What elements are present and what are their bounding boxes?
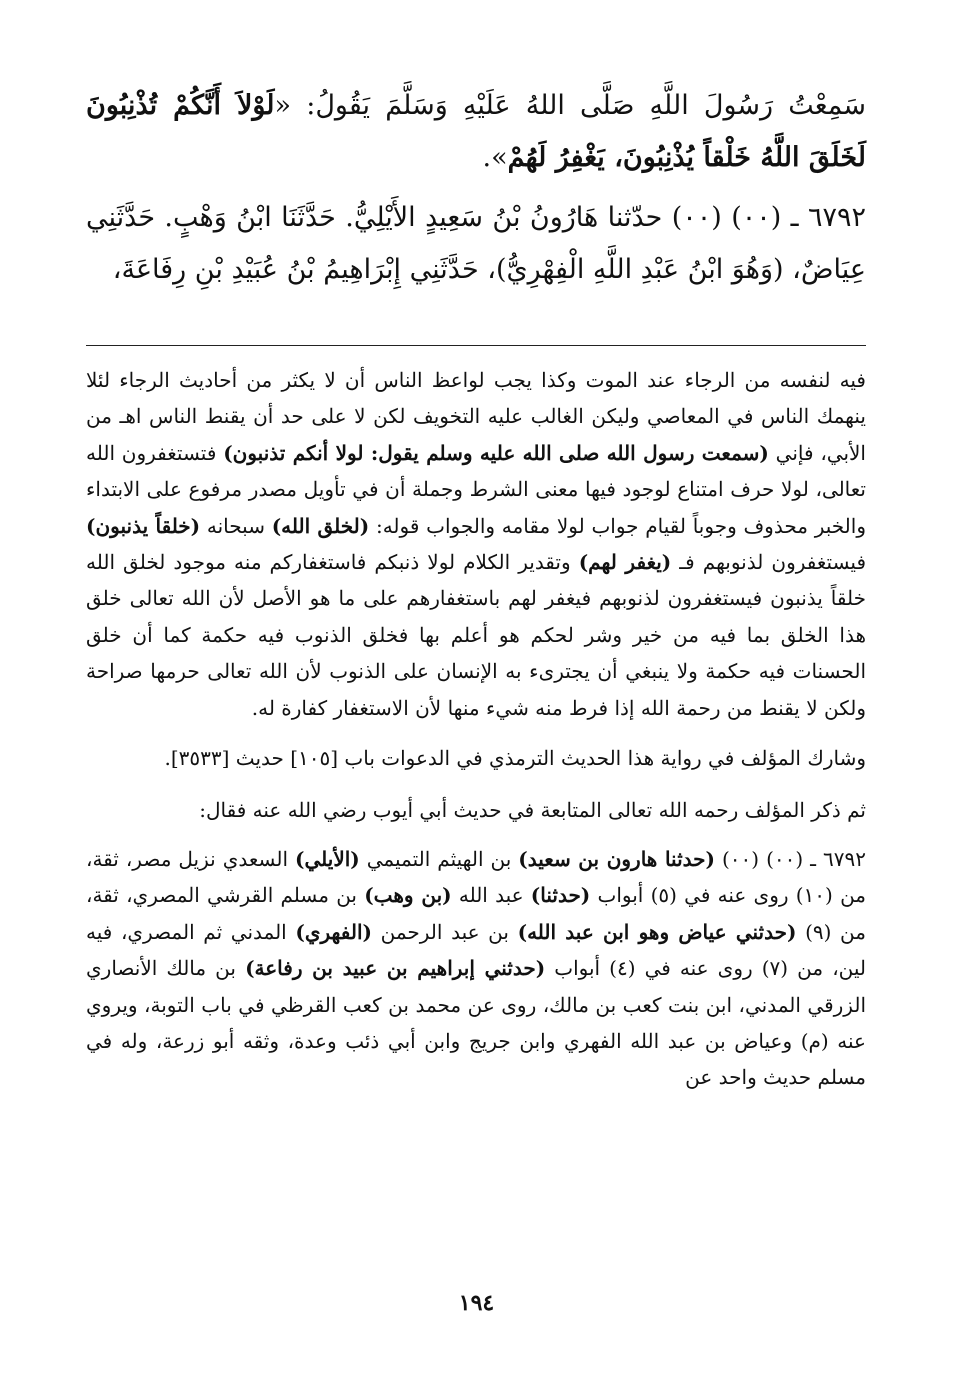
text-run: المدني ثم المصري، فيه لين، من (٧) روى عنه في (٤) أبواب: [86, 919, 866, 981]
quoted-hadith: (لخلق الله): [271, 513, 370, 538]
text-run: السعدي نزيل مصر، ثقة، من (١٠) روى عنه في (٥) أبواب: [86, 846, 866, 908]
commentary-paragraph: ثم ذكر المؤلف رحمه الله تعالى المتابعة في حديث أبي أيوب رضي الله عنه فقال:: [199, 798, 866, 823]
commentary-paragraph: [86, 841, 866, 1096]
narrator-name: (حدثني عياض وهو ابن عبد الله): [517, 919, 797, 944]
narrator-name: (الفهري): [295, 919, 372, 944]
text-run: عبد الله: [451, 883, 531, 908]
hadith-isnad: ٦٧٩٢ ـ (٠٠) (٠٠) حدّثنا هَارُونُ بْنُ سَعِيدٍ الأَيْلِيُّ. حَدَّثَنَا ابْنُ وَهْبٍ. حَدَّثَنِي عِيَاضٌ، (وَهُوَ ابْنُ عَبْدِ اللَّهِ الْفِهْرِيُّ)، حَدَّثَنِي إِبْرَاهِيمُ بْنُ عُبَيْدِ بْنِ رِفَاعَةَ،: [86, 202, 866, 285]
hadith-intro: سَمِعْتُ رَسُولَ اللَّهِ صَلَّى اللهُ عَلَيْهِ وَسَلَّمَ يَقُولُ: «: [274, 90, 867, 121]
text-run: سبحانه: [200, 513, 272, 538]
page-number: ١٩٤: [458, 1290, 495, 1316]
narrator-name: (حدثني إبراهيم بن عبيد بن رفاعة): [245, 956, 546, 981]
text-run: ٦٧٩٢ ـ (٠٠) (٠٠): [714, 846, 866, 871]
narrator-name: (بن وهب): [364, 883, 452, 908]
narrator-name: (حدثنا هارون بن سعيد): [518, 846, 715, 871]
commentary: [86, 362, 866, 1096]
quoted-hadith: (سمعت رسول الله صلى الله عليه وسلم يقول: لولا أنكم تذنبون): [223, 440, 769, 465]
commentary-paragraph: [86, 362, 866, 726]
text-run: بن الهيثم التميمي: [359, 846, 519, 871]
quoted-hadith: (خلقاً يذنبون): [86, 513, 201, 538]
narrator-name: (حدثنا): [530, 883, 591, 908]
quoted-hadith: (يغفر لهم): [578, 550, 672, 575]
hadith-quote-close: ».: [482, 142, 508, 173]
text-run: فتستغفرون الله تعالى، لولا حرف امتناع لوجود فيها معنى الشرط وجملة أن في تأويل مصدر مرفوع على الابتداء والخبر محذوف وجوباً لقيام جواب لولا مقامه والجواب قوله:: [86, 440, 866, 538]
hadith-line: [86, 80, 866, 184]
text-run: بن مسلم القرشي المصري، ثقة، من (٩): [86, 883, 866, 944]
hadith-quote: لَوْلاَ أَنَّكُمْ تُذْنِبُونَ لَخَلَقَ اللَّهُ خَلْقاً يُذْنِبُونَ، يَغْفِرُ لَهُمْ: [86, 90, 866, 173]
text-run: بن عبد الرحمن: [371, 919, 518, 944]
footnote-separator: [86, 345, 866, 346]
hadith-matn: [86, 80, 866, 296]
commentary-paragraph: وشارك المؤلف في رواية هذا الحديث الترمذي في الدعوات باب [١٠٥] حديث [٣٥٣٣].: [164, 746, 866, 771]
text-run: وتقدير الكلام لولا ذنبكم فاستغفاركم منه موجود لخلق الله خلقاً يذنبون فيستغفرون لذنوبهم فيغفر لهم باستغفارهم على ما هو الأصل لأن الله تعالى خلق هذا الخلق بما فيه من خير وشر لحكم هو أعلم بها فخلق الذنوب فيه حكمة كما أن خلق الحسنات فيه حكمة ولا ينبغي أن يجترىء به الإنسان على الذنوب لأن الله تعالى حرمها صراحة ولكن لا يقنط من رحمة الله إذا فرط منه شيء منها لأن الاستغفار كفارة له.: [86, 550, 866, 720]
text-run: فيه لنفسه من الرجاء عند الموت وكذا يجب لواعظ الناس أن لا يكثر من أحاديث الرجاء لئلا ينهمك الناس في المعاصي وليكن الغالب عليه التخويف لكن لا على حد أن يقنط الناس اهـ من الأبي، فإني: [86, 368, 866, 465]
text-run: بن مالك الأنصاري الزرقي المدني، ابن بنت كعب بن مالك، روى عن محمد بن كعب القرظي في باب التوبة، ويروي عنه (م) وعياض بن عبد الله الفهري وابن جريج وابن أبي ذئب وعدة، وثقه أبو زرعة، وله في مسلم حديث واحد عن: [86, 956, 866, 1090]
narrator-name: (الأيلي): [295, 846, 360, 871]
text-run: فيستغفرون لذنوبهم فـ: [671, 550, 867, 575]
hadith-text: [86, 80, 866, 296]
